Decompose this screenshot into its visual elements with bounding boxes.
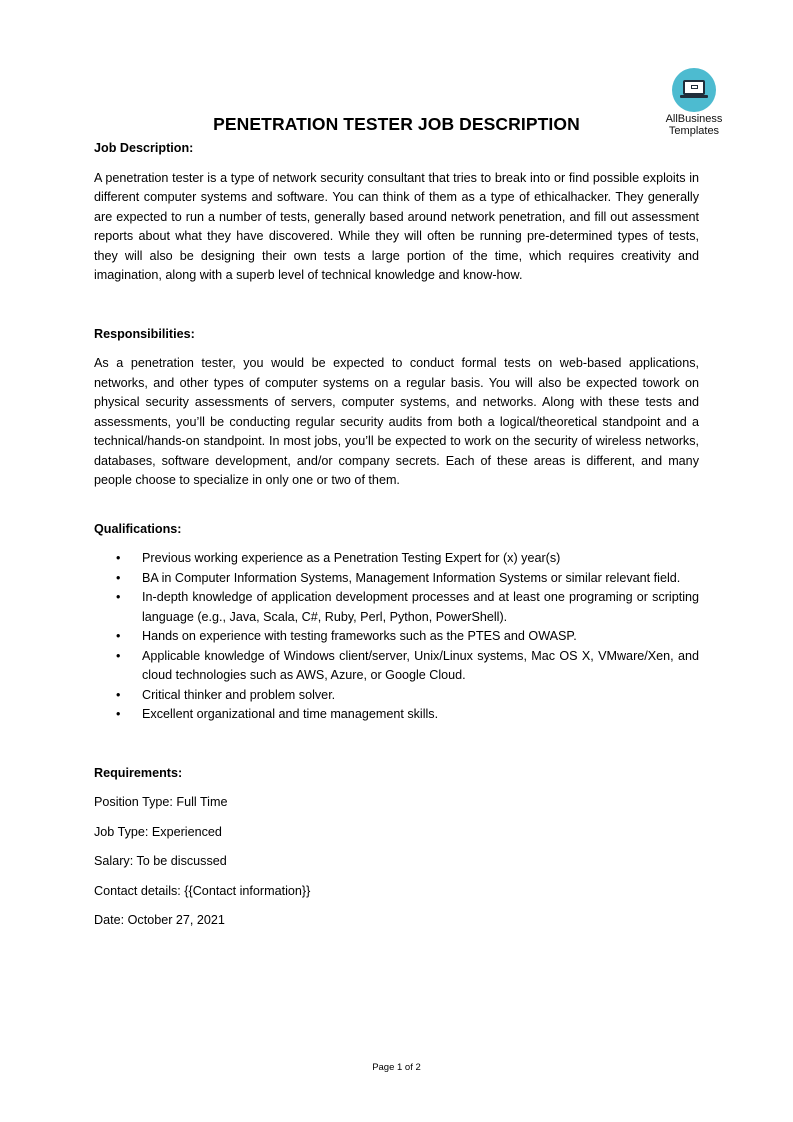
list-item: • In-depth knowledge of application development processes and at least one programing or scripting language (e.g., Java, Scala, C#, Ruby, Perl, Python, PowerShell). (94, 588, 699, 627)
document-title: PENETRATION TESTER JOB DESCRIPTION (213, 114, 580, 134)
job-description-text: A penetration tester is a type of network security consultant that tries to break into or find possible exploits in different computer systems and software. You can think of them as a type of ethicalhacker. They generally are expected to run a number of tests, generally based around network penetration, and fill out assessment reports about what they have discovered. While they will often be running pre-determined types of tests, they will also be designing their own tests a large portion of the time, which requires creativity and imagination, along with a superb level of technical knowledge and know-how. (94, 170, 699, 282)
list-item: • Applicable knowledge of Windows client/server, Unix/Linux systems, Mac OS X, VMware/Xen, and cloud technologies such as AWS, Azure, or Google Cloud. (94, 647, 699, 686)
salary: Salary: To be discussed (94, 854, 227, 868)
laptop-icon (672, 68, 716, 112)
responsibilities-heading: Responsibilities: (94, 326, 195, 341)
logo-brand-line2: Templates (668, 125, 720, 137)
job-description-heading: Job Description: (94, 141, 194, 155)
document-body (94, 139, 699, 931)
list-item: • Critical thinker and problem solver. (94, 686, 699, 706)
date: Date: October 27, 2021 (94, 913, 225, 927)
contact-details: Contact details: {{Contact information}} (94, 883, 311, 898)
list-item: • Hands on experience with testing frameworks such as the PTES and OWASP. (94, 627, 699, 647)
responsibilities-text: As a penetration tester, you would be expected to conduct formal tests on web-based applications, networks, and other types of computer systems on a regular basis. You will also be expected towork on physical security assessments of servers, computer systems, and networks. Along with these tests and assessments, you’ll be conducting regular security audits from both a logical/theoretical standpoint and a technical/hands-on standpoint. In most jobs, you’ll be expected to work on the security of wireless networks, databases, software development, and/or company secrets. Each of these areas is different, and many people choose to specialize in only one or two of them. (94, 356, 699, 487)
position-type: Position Type: Full Time (94, 795, 228, 809)
requirements-heading: Requirements: (94, 765, 183, 780)
job-type: Job Type: Experienced (94, 824, 222, 839)
qualifications-list (94, 549, 699, 725)
list-item: • Previous working experience as a Penetration Testing Expert for (x) year(s) (94, 549, 699, 569)
list-item: • BA in Computer Information Systems, Management Information Systems or similar relevant field. (94, 569, 699, 589)
logo-brand-line1: AllBusiness (665, 113, 723, 125)
qualifications-heading: Qualifications: (94, 521, 182, 536)
list-item: • Excellent organizational and time management skills. (94, 705, 699, 725)
page-number: Page 1 of 2 (372, 1062, 421, 1073)
